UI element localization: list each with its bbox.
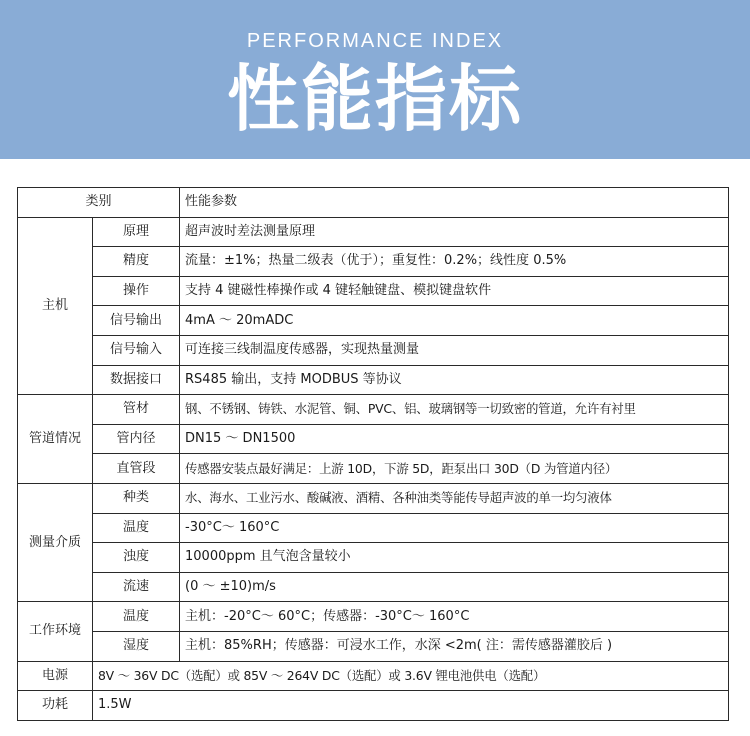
table-header-row bbox=[18, 188, 729, 218]
row-value: 水、海水、工业污水、酸碱液、酒精、各种油类等能传导超声波的单一均匀液体 bbox=[180, 483, 729, 513]
row-label: 数据接口 bbox=[93, 365, 180, 395]
row-value: -30°C～ 160°C bbox=[180, 513, 729, 543]
banner-subtitle: PERFORMANCE INDEX bbox=[246, 30, 504, 52]
table-row bbox=[18, 661, 729, 691]
row-value: 10000ppm 且气泡含量较小 bbox=[180, 543, 729, 573]
table-row bbox=[18, 424, 729, 454]
row-label: 浊度 bbox=[93, 543, 180, 573]
row-label: 原理 bbox=[93, 217, 180, 247]
table-row bbox=[18, 483, 729, 513]
table-row bbox=[18, 513, 729, 543]
header-banner bbox=[0, 0, 750, 159]
table-row bbox=[18, 217, 729, 247]
row-value: 支持 4 键磁性棒操作或 4 键轻触键盘、模拟键盘软件 bbox=[180, 276, 729, 306]
row-value: (0 ～ ±10)m/s bbox=[180, 572, 729, 602]
row-label: 直管段 bbox=[93, 454, 180, 484]
banner-title: 性能指标 bbox=[226, 57, 523, 141]
row-value: DN15 ～ DN1500 bbox=[180, 424, 729, 454]
table-row bbox=[18, 306, 729, 336]
row-label: 温度 bbox=[93, 513, 180, 543]
row-label: 种类 bbox=[93, 483, 180, 513]
table-row bbox=[18, 631, 729, 661]
single-name: 电源 bbox=[18, 661, 93, 691]
table-row bbox=[18, 572, 729, 602]
table-row bbox=[18, 365, 729, 395]
row-value: 流量：±1%；热量二级表（优于）；重复性：0.2%；线性度 0.5% bbox=[180, 247, 729, 277]
spec-table bbox=[17, 187, 729, 721]
row-value: 可连接三线制温度传感器，实现热量测量 bbox=[180, 335, 729, 365]
table-row bbox=[18, 395, 729, 425]
row-label: 管内径 bbox=[93, 424, 180, 454]
table-row bbox=[18, 691, 729, 721]
table-row bbox=[18, 602, 729, 632]
row-value: 主机：85%RH；传感器：可浸水工作，水深 <2m( 注：需传感器灌胶后 ) bbox=[180, 631, 729, 661]
group-name: 管道情况 bbox=[18, 395, 93, 484]
row-label: 湿度 bbox=[93, 631, 180, 661]
row-label: 流速 bbox=[93, 572, 180, 602]
group-name: 测量介质 bbox=[18, 483, 93, 601]
single-name: 功耗 bbox=[18, 691, 93, 721]
group-name: 主机 bbox=[18, 217, 93, 395]
single-value: 1.5W bbox=[93, 691, 729, 721]
header-category: 类别 bbox=[18, 188, 180, 218]
table-row bbox=[18, 247, 729, 277]
header-params: 性能参数 bbox=[180, 188, 729, 218]
single-value: 8V ～ 36V DC（选配）或 85V ～ 264V DC（选配）或 3.6V 锂电池供电（选配） bbox=[93, 661, 729, 691]
table-row bbox=[18, 454, 729, 484]
row-value: 超声波时差法测量原理 bbox=[180, 217, 729, 247]
row-value: 主机：-20°C～ 60°C；传感器：-30°C～ 160°C bbox=[180, 602, 729, 632]
table-row bbox=[18, 276, 729, 306]
row-label: 信号输入 bbox=[93, 335, 180, 365]
row-label: 精度 bbox=[93, 247, 180, 277]
group-name: 工作环境 bbox=[18, 602, 93, 661]
row-value: 钢、不锈钢、铸铁、水泥管、铜、PVC、铝、玻璃钢等一切致密的管道，允许有衬里 bbox=[180, 395, 729, 425]
row-value: 4mA ～ 20mADC bbox=[180, 306, 729, 336]
row-value: 传感器安装点最好满足：上游 10D，下游 5D，距泵出口 30D（D 为管道内径） bbox=[180, 454, 729, 484]
table-row bbox=[18, 335, 729, 365]
row-value: RS485 输出，支持 MODBUS 等协议 bbox=[180, 365, 729, 395]
row-label: 管材 bbox=[93, 395, 180, 425]
table-row bbox=[18, 543, 729, 573]
row-label: 操作 bbox=[93, 276, 180, 306]
row-label: 温度 bbox=[93, 602, 180, 632]
row-label: 信号输出 bbox=[93, 306, 180, 336]
